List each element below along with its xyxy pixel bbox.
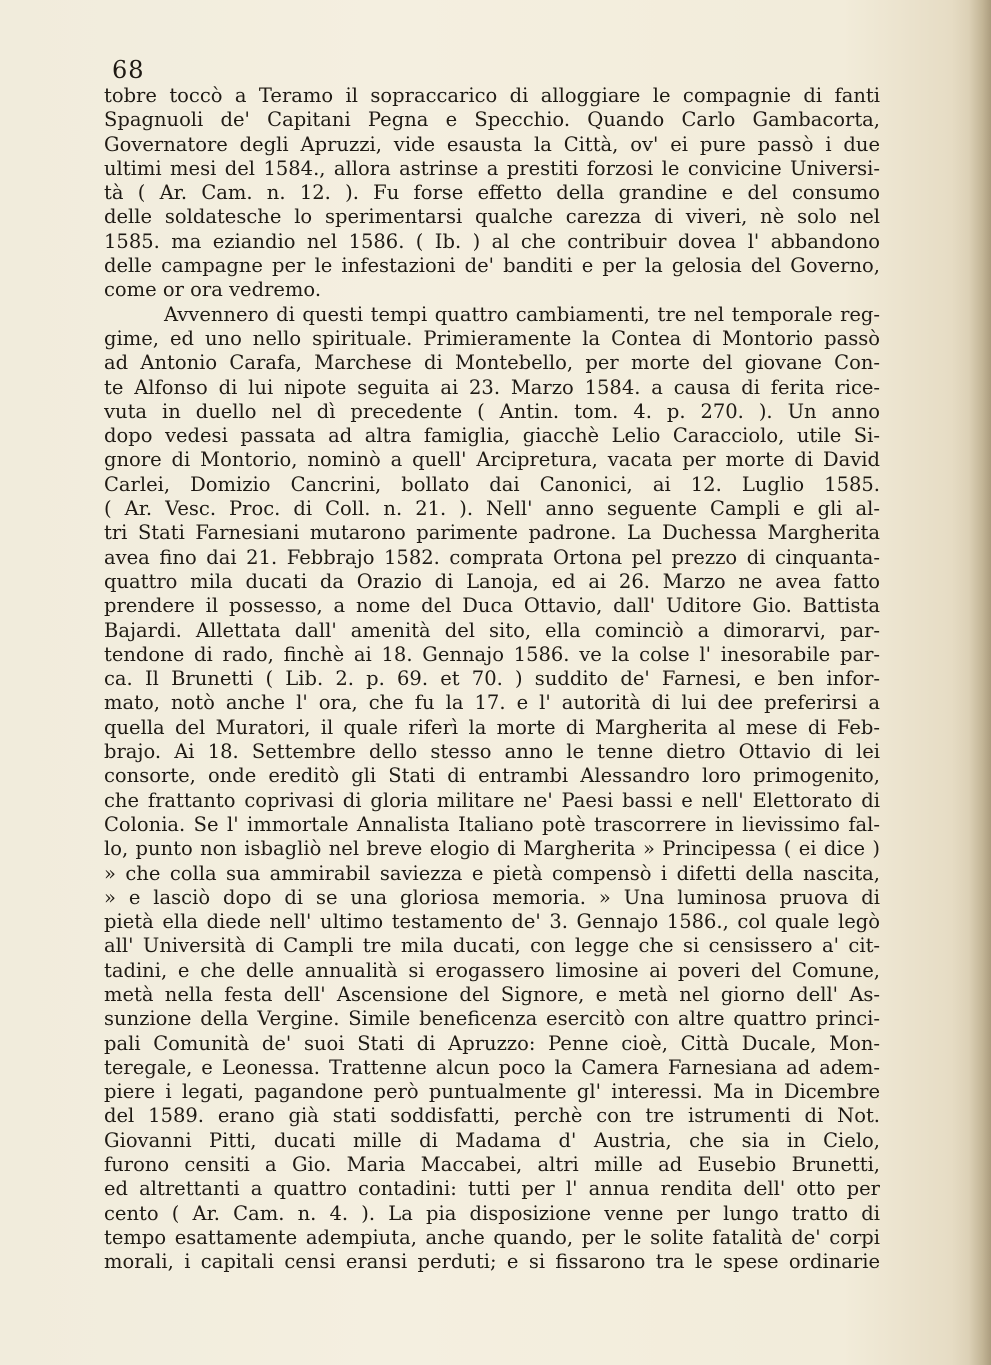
text-line: che frattanto coprivasi di gloria militare ne' Paesi bassi e nell' Elettorato di xyxy=(104,788,880,812)
text-line: Carlei, Domizio Cancrini, bollato dai Canonici, ai 12. Luglio 1585. xyxy=(104,472,880,496)
text-line: consorte, onde ereditò gli Stati di entrambi Alessandro loro primogenito, xyxy=(104,764,880,788)
text-line: vuta in duello nel dì precedente ( Antin. tom. 4. p. 270. ). Un anno xyxy=(104,399,880,423)
text-line: tri Stati Farnesiani mutarono parimente padrone. La Duchessa Margherita xyxy=(104,521,880,545)
text-line: tà ( Ar. Cam. n. 12. ). Fu forse effetto della grandine e del consumo xyxy=(104,181,880,205)
text-line: mato, notò anche l' ora, che fu la 17. e l' autorità di lui dee preferirsi a xyxy=(104,691,880,715)
text-line: dopo vedesi passata ad altra famiglia, giacchè Lelio Caracciolo, utile Si- xyxy=(104,424,880,448)
text-line: 1585. ma eziandio nel 1586. ( Ib. ) al che contribuir dovea l' abbandono xyxy=(104,229,880,253)
text-line: pali Comunità de' suoi Stati di Apruzzo: Penne cioè, Città Ducale, Mon- xyxy=(104,1031,880,1055)
text-line: teregale, e Leonessa. Trattenne alcun poco la Camera Farnesiana ad adem- xyxy=(104,1055,880,1079)
text-line: tempo esattamente adempiuta, anche quando, per le solite fatalità de' corpi xyxy=(104,1225,880,1249)
text-line: quattro mila ducati da Orazio di Lanoja, ed ai 26. Marzo ne avea fatto xyxy=(104,569,880,593)
text-line: quella del Muratori, il quale riferì la morte di Margherita al mese di Feb- xyxy=(104,715,880,739)
text-line: Avvennero di questi tempi quattro cambiamenti, tre nel temporale reg- xyxy=(164,302,880,326)
text-line: Governatore degli Apruzzi, vide esausta la Città, ov' ei pure passò i due xyxy=(104,132,880,156)
text-line: ad Antonio Carafa, Marchese di Montebello, per morte del giovane Con- xyxy=(104,351,880,375)
text-line: ed altrettanti a quattro contadini: tutti per l' annua rendita dell' otto per xyxy=(104,1177,880,1201)
text-line: Bajardi. Allettata dall' amenità del sito, ella cominciò a dimorarvi, par- xyxy=(104,618,880,642)
text-line: brajo. Ai 18. Settembre dello stesso anno le tenne dietro Ottavio di lei xyxy=(104,740,880,764)
text-line: sunzione della Vergine. Simile beneficenza esercitò con altre quattro princi- xyxy=(104,1007,880,1031)
text-line: pietà ella diede nell' ultimo testamento de' 3. Gennajo 1586., col quale legò xyxy=(104,910,880,934)
text-line: » e lasciò dopo di se una gloriosa memoria. » Una luminosa pruova di xyxy=(104,885,880,909)
text-line: furono censiti a Gio. Maria Maccabei, altri mille ad Eusebio Brunetti, xyxy=(104,1153,880,1177)
text-line: tendone di rado, finchè ai 18. Gennajo 1586. ve la colse l' inesorabile par- xyxy=(104,642,880,666)
text-line: del 1589. erano già stati soddisfatti, perchè con tre istrumenti di Not. xyxy=(104,1104,880,1128)
text-line: ca. Il Brunetti ( Lib. 2. p. 69. et 70. ) suddito de' Farnesi, e ben infor- xyxy=(104,667,880,691)
text-line: ( Ar. Vesc. Proc. di Coll. n. 21. ). Nell' anno seguente Campli e gli al- xyxy=(104,497,880,521)
text-line: Colonia. Se l' immortale Annalista Italiano potè trascorrere in lievissimo fal- xyxy=(104,812,880,836)
text-line: tadini, e che delle annualità si erogassero limosine ai poveri del Comune, xyxy=(104,958,880,982)
body-text xyxy=(104,84,880,1275)
text-line: morali, i capitali censi eransi perduti; e si fissarono tra le spese ordinarie xyxy=(104,1250,880,1274)
text-line: Spagnuoli de' Capitani Pegna e Specchio. Quando Carlo Gambacorta, xyxy=(104,108,880,132)
text-line: gime, ed uno nello spirituale. Primieramente la Contea di Montorio passò xyxy=(104,326,880,350)
text-line: Giovanni Pitti, ducati mille di Madama d' Austria, che sia in Cielo, xyxy=(104,1128,880,1152)
page-edge-shadow xyxy=(969,0,991,1365)
text-line: prendere il possesso, a nome del Duca Ottavio, dall' Uditore Gio. Battista xyxy=(104,594,880,618)
text-line: metà nella festa dell' Ascensione del Signore, e metà nel giorno dell' As- xyxy=(104,982,880,1006)
text-line: gnore di Montorio, nominò a quell' Arcipretura, vacata per morte di David xyxy=(104,448,880,472)
text-line: » che colla sua ammirabil saviezza e pietà compensò i difetti della nascita, xyxy=(104,861,880,885)
text-line: delle campagne per le infestazioni de' banditi e per la gelosia del Governo, xyxy=(104,254,880,278)
text-line: all' Università di Campli tre mila ducati, con legge che si censissero a' cit- xyxy=(104,934,880,958)
text-line: come or ora vedremo. xyxy=(104,278,322,302)
text-line: avea fino dai 21. Febbrajo 1582. comprata Ortona pel prezzo di cinquanta- xyxy=(104,545,880,569)
text-line: delle soldatesche lo sperimentarsi qualche carezza di viveri, nè solo nel xyxy=(104,205,880,229)
text-line: te Alfonso di lui nipote seguita ai 23. Marzo 1584. a causa di ferita rice- xyxy=(104,375,880,399)
text-line: piere i legati, pagandone però puntualmente gl' interessi. Ma in Dicembre xyxy=(104,1080,880,1104)
text-line: ultimi mesi del 1584., allora astrinse a prestiti forzosi le convicine Universi- xyxy=(104,156,880,180)
page-number: 68 xyxy=(112,56,145,84)
text-line: lo, punto non isbagliò nel breve elogio di Margherita » Principessa ( ei dice ) xyxy=(104,837,880,861)
text-line: cento ( Ar. Cam. n. 4. ). La pia disposizione venne per lungo tratto di xyxy=(104,1201,880,1225)
text-line: tobre toccò a Teramo il sopraccarico di alloggiare le compagnie di fanti xyxy=(104,84,880,107)
